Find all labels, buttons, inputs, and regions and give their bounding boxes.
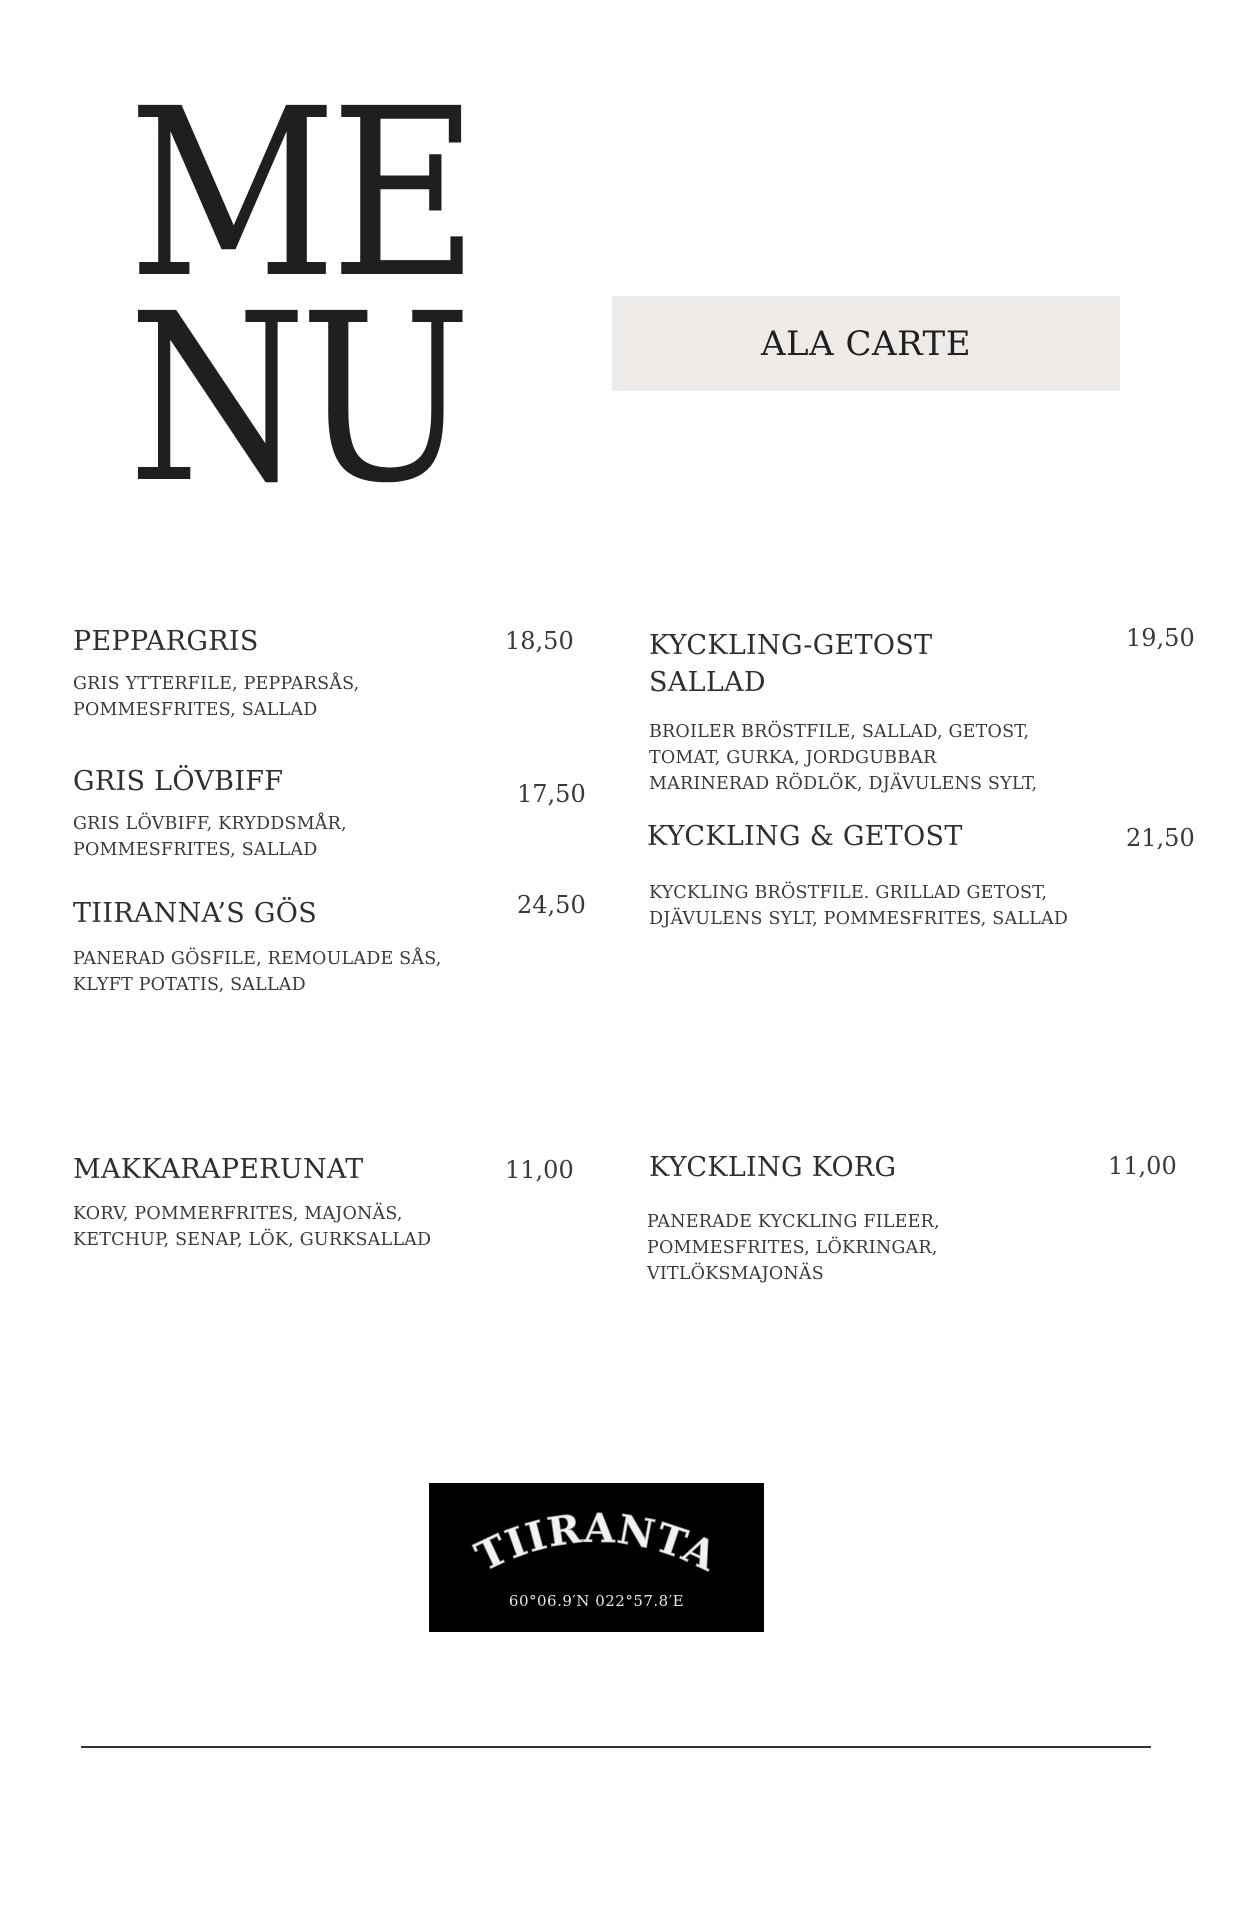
item-kyckling-getost-desc: [649, 880, 1068, 932]
item-name-line: SALLAD: [649, 667, 766, 698]
logo-coordinates: 60°06.9′N 022°57.8′E: [508, 1592, 685, 1610]
item-peppargris-name: PEPPARGRIS: [73, 626, 259, 657]
item-kyckling-getost-name: KYCKLING & GETOST: [647, 821, 963, 852]
footer-divider: [81, 1746, 1151, 1748]
logo-name: TIIRANTA: [468, 1504, 725, 1581]
desc-line: POMMESFRITES, SALLAD: [73, 700, 318, 720]
item-makkaraperunat-price: 11,00: [505, 1156, 574, 1184]
tiiranta-logo: [429, 1483, 764, 1632]
item-kyckling-getost-sallad-desc: [649, 719, 1037, 797]
item-kyckling-getost-sallad-price: 19,50: [1126, 624, 1195, 652]
desc-line: PANERAD GÖSFILE, REMOULADE SÅS,: [73, 949, 442, 969]
menu-title-line-1: ME: [128, 59, 472, 329]
item-makkaraperunat-name: MAKKARAPERUNAT: [73, 1154, 364, 1185]
ala-carte-label: ALA CARTE: [760, 323, 972, 364]
item-kyckling-korg-desc: [647, 1209, 940, 1287]
item-kyckling-getost-sallad-name: [649, 627, 932, 701]
desc-line: KLYFT POTATIS, SALLAD: [73, 975, 306, 995]
item-name-line: KYCKLING-GETOST: [649, 630, 933, 661]
item-makkaraperunat-desc: [73, 1201, 431, 1253]
desc-line: POMMESFRITES, SALLAD: [73, 840, 318, 860]
item-gris-lovbiff-name: GRIS LÖVBIFF: [73, 766, 284, 797]
menu-title-line-2: NU: [128, 264, 465, 534]
ala-carte-badge: [612, 296, 1120, 391]
item-kyckling-korg-price: 11,00: [1108, 1152, 1177, 1180]
svg-text:TIIRANTA: [468, 1505, 724, 1581]
desc-line: VITLÖKSMAJONÄS: [647, 1264, 824, 1284]
menu-title: [128, 59, 472, 534]
desc-line: KYCKLING BRÖSTFILE. GRILLAD GETOST,: [649, 883, 1048, 903]
item-gris-lovbiff-desc: [73, 811, 347, 863]
item-tiiranna-gos-desc: [73, 946, 442, 998]
item-gris-lovbiff-price: 17,50: [517, 780, 586, 808]
desc-line: GRIS YTTERFILE, PEPPARSÅS,: [73, 674, 360, 694]
desc-line: GRIS LÖVBIFF, KRYDDSMÅR,: [73, 814, 347, 834]
desc-line: POMMESFRITES, LÖKRINGAR,: [647, 1238, 938, 1258]
desc-line: KETCHUP, SENAP, LÖK, GURKSALLAD: [73, 1230, 432, 1250]
item-kyckling-korg-name: KYCKLING KORG: [649, 1152, 897, 1183]
item-tiiranna-gos-name: TIIRANNA’S GÖS: [73, 898, 318, 929]
desc-line: DJÄVULENS SYLT, POMMESFRITES, SALLAD: [649, 909, 1069, 929]
desc-line: PANERADE KYCKLING FILEER,: [647, 1212, 940, 1232]
desc-line: MARINERAD RÖDLÖK, DJÄVULENS SYLT,: [649, 774, 1038, 794]
desc-line: BROILER BRÖSTFILE, SALLAD, GETOST,: [649, 722, 1030, 742]
desc-line: KORV, POMMERFRITES, MAJONÄS,: [73, 1204, 403, 1224]
tiiranta-wordmark: [429, 1483, 764, 1593]
desc-line: TOMAT, GURKA, JORDGUBBAR: [649, 748, 937, 768]
item-peppargris-desc: [73, 671, 359, 723]
item-kyckling-getost-price: 21,50: [1126, 824, 1195, 852]
item-peppargris-price: 18,50: [505, 627, 574, 655]
item-tiiranna-gos-price: 24,50: [517, 891, 586, 919]
